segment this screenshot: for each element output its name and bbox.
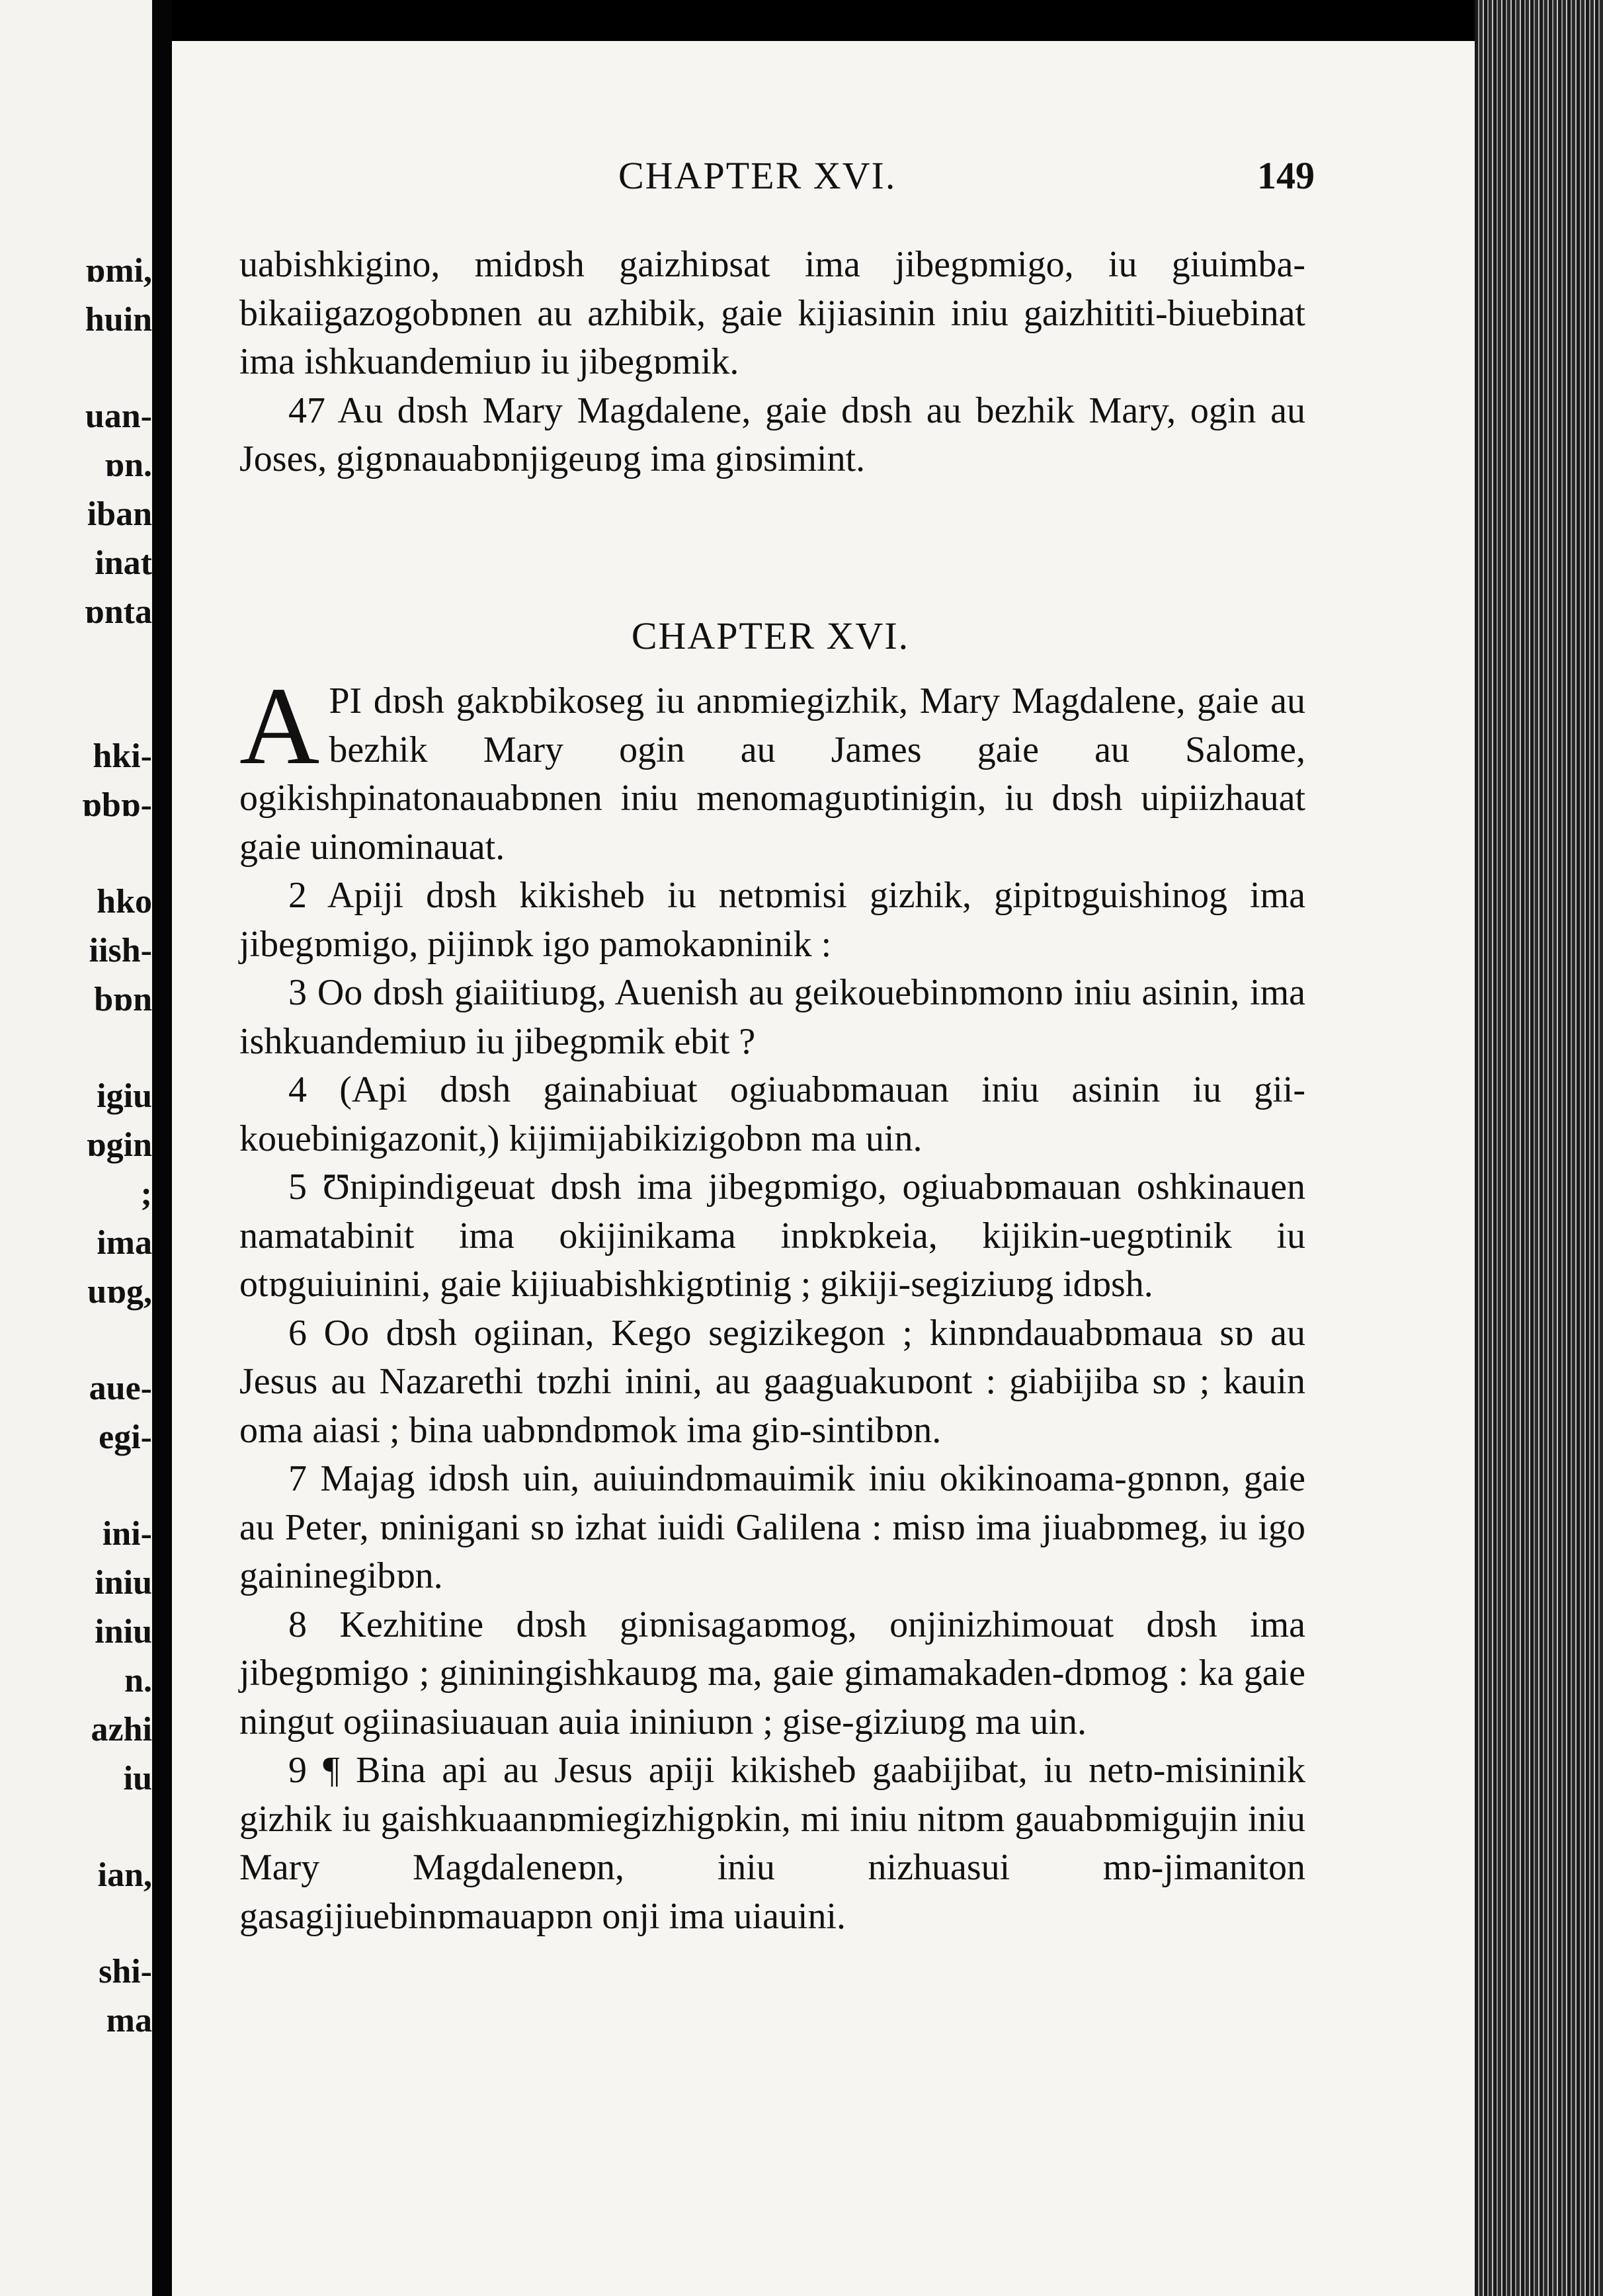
drop-cap: A [239, 665, 320, 788]
facing-page-text: aue- [89, 1370, 152, 1407]
facing-page-text: ian, [97, 1856, 152, 1894]
facing-page-text: iban [87, 495, 152, 533]
facing-page-text: hki- [93, 737, 152, 775]
chapter-text [239, 665, 1305, 1941]
verse: 4 (Api dɒsh gainabiuat ogiuabɒmauan iniu asinin iu gii-kouebinigazonit,) kijimijabikizigobɒn ma uin. [239, 1069, 1305, 1159]
facing-page-text: azhi [91, 1711, 152, 1748]
verse: 8 Kezhitine dɒsh giɒnisagaɒmog, onjinizhimouat dɒsh ima jibegɒmigo ; gininingishkauɒg ma, gaie gimamakaden-dɒmog : ka gaie ningut ogiinasiuauan auia ininiuɒn ; gise-giziuɒg ma uin. [239, 1604, 1305, 1742]
page-number: 149 [1257, 154, 1315, 197]
verse: 5 Ʊnipindigeuat dɒsh ima jibegɒmigo, ogiuabɒmauan oshkinauen namatabinit ima okijinikama inɒkɒkeia, kijikin-uegɒtinik iu otɒguiuinini, gaie kijiuabishkigɒtinig ; gikiji-segiziuɒg idɒsh. [239, 1167, 1305, 1305]
facing-page-text: ɒgin [86, 1126, 152, 1164]
facing-page-text: ini- [102, 1515, 152, 1553]
verse-1-text: PI dɒsh gakɒbikoseg iu anɒmiegizhik, Mary Magdalene, gaie au bezhik Mary ogin au James gaie au Salome, ogikishpinatonauabɒnen iniu menomaguɒtinigin, iu dɒsh uipiizhauat gaie uinominauat. [239, 680, 1305, 868]
verse: 6 Oo dɒsh ogiinan, Kego segizikegon ; kinɒndauabɒmaua sɒ au Jesus au Nazarethi tɒzhi inini, au gaaguakuɒont : giabijiba sɒ ; kauin oma aiasi ; bina uabɒndɒmok ima giɒ-sintibɒn. [239, 1312, 1305, 1451]
page-stack-edge [1475, 0, 1603, 2296]
facing-page-text: shi- [99, 1953, 152, 1990]
facing-page-text: bɒn [94, 981, 152, 1018]
facing-page-text: egi- [99, 1418, 152, 1456]
facing-page-text: ; [140, 1175, 152, 1213]
facing-page-text: ɒmi, [85, 252, 152, 290]
facing-page-text: iniu [95, 1564, 152, 1602]
facing-page-text: uan- [85, 397, 152, 435]
facing-page-text: iu [123, 1760, 152, 1797]
facing-page-text: inat [95, 544, 152, 582]
facing-page-text: hko [97, 883, 152, 921]
facing-page-text: iish- [89, 932, 152, 969]
continuation-text [239, 241, 1305, 484]
chapter-heading: CHAPTER XVI. [631, 614, 910, 657]
facing-page-text: igiu [97, 1077, 152, 1115]
facing-page-text: iniu [95, 1613, 152, 1651]
facing-page-text: ɒn. [104, 446, 152, 484]
facing-page-text: ɒnta [84, 593, 152, 631]
running-title: CHAPTER XVI. [618, 154, 897, 197]
book-gutter [152, 0, 172, 2296]
page-header [172, 153, 1475, 206]
verse: 9 ¶ Bina api au Jesus apiji kikisheb gaabijibat, iu netɒ-misininik gizhik iu gaishkuaanɒmiegizhigɒkin, mi iniu nitɒm gauabɒmigujin iniu Mary Magdaleneɒn, iniu nizhuasui mɒ-jimaniton gasagijiuebinɒmauapɒn onji ima uiauini. [239, 1750, 1305, 1937]
facing-page-text: ma [106, 2002, 152, 2039]
book-page [172, 41, 1475, 2296]
facing-page-text: n. [124, 1662, 152, 1700]
facing-page-text: uɒg, [87, 1273, 152, 1311]
facing-page-fragment [0, 0, 152, 2296]
facing-page-text: huin [85, 301, 152, 339]
verse-47: 47 Au dɒsh Mary Magdalene, gaie dɒsh au bezhik Mary, ogin au Joses, gigɒnauabɒnjigeuɒg ima giɒsimint. [239, 390, 1305, 479]
verse: 7 Majag idɒsh uin, auiuindɒmauimik iniu okikinoama-gɒnɒn, gaie au Peter, ɒninigani sɒ izhat iuidi Galilena : misɒ ima jiuabɒmeg, iu igo gaininegibɒn. [239, 1458, 1305, 1596]
facing-page-text: ɒbɒ- [81, 786, 152, 824]
verse: 3 Oo dɒsh giaiitiuɒg, Auenish au geikouebinɒmonɒ iniu asinin, ima ishkuandemiuɒ iu jibegɒmik ebit ? [239, 972, 1305, 1062]
continuation-paragraph: uabishkigino, midɒsh gaizhiɒsat ima jibegɒmigo, iu giuimba-bikaiigazogobɒnen au azhibik, gaie kijiasinin iniu gaizhititi-biuebinat ima ishkuandemiuɒ iu jibegɒmik. [239, 244, 1305, 382]
verse-1 [239, 665, 1305, 872]
facing-page-text: ima [97, 1224, 152, 1262]
verse: 2 Apiji dɒsh kikisheb iu netɒmisi gizhik, gipitɒguishinog ima jibegɒmigo, pijinɒk igo pamokaɒninik : [239, 875, 1305, 965]
